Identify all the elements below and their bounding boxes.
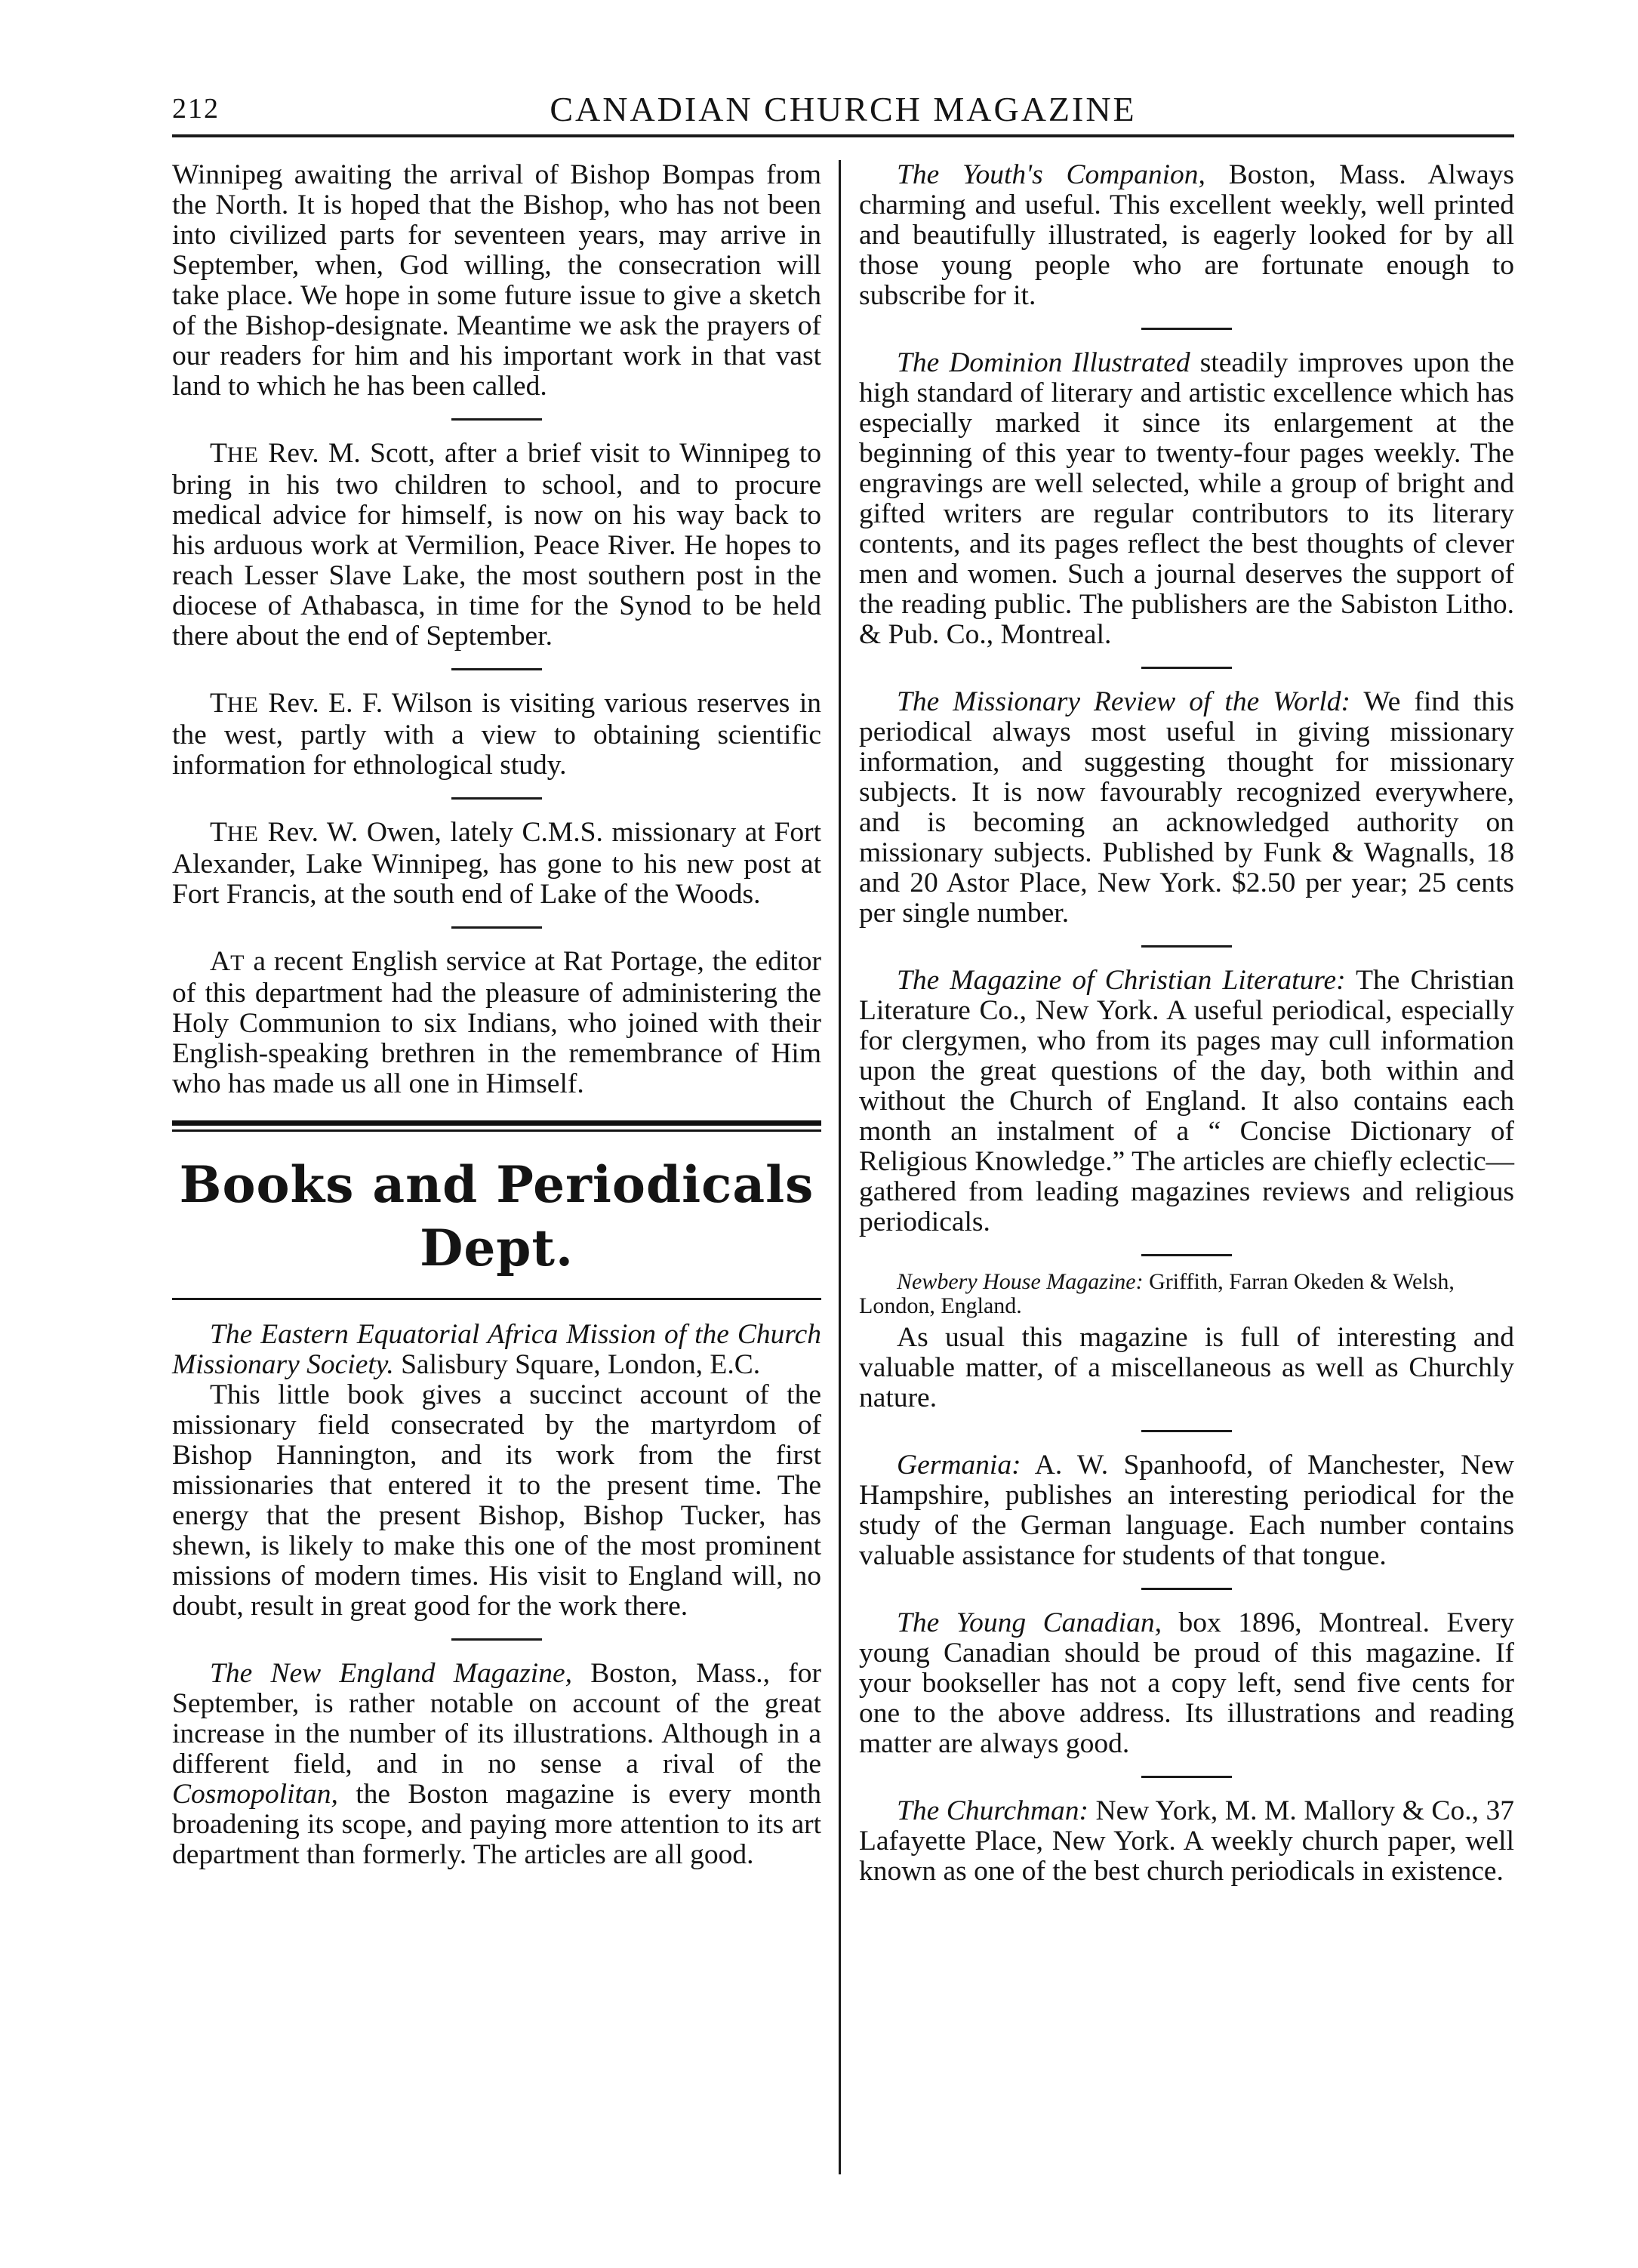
- review-text: box 1896, Montreal. Every young Canadian should be proud of this magazine. If your bookseller has not a copy left, send five cents for one to the above address. Its illustrations and reading matter are always good.: [859, 1607, 1514, 1759]
- small-caps-word: HE: [226, 821, 259, 846]
- column-rule: [839, 160, 841, 2174]
- review-publisher: Salisbury Square, London, E.C.: [393, 1349, 761, 1380]
- thin-rule: [172, 1129, 821, 1132]
- review-text: A. W. Spanhoofd, of Manchester, New Hampshire, publishes an interesting periodical for the study of the German language. Each number contains valuable assistance for students of that tongue.: [859, 1450, 1514, 1571]
- header-rule: [172, 134, 1514, 137]
- separator-rule: [451, 418, 542, 421]
- section-divider: [172, 1120, 821, 1132]
- review-text: Boston, Mass. Always charming and useful. This excellent weekly, well printed and beautifully illustrated, is eagerly looked for by all those young people who are fortunate enough to subscribe for it.: [859, 159, 1514, 311]
- review-christian-literature: [859, 966, 1514, 1237]
- review-text: The Christian Literature Co., New York. A useful periodical, especially for clergymen, who from its pages may cull information upon the great questions of the day, both within and without the Church of England. It also contains each month an instalment of a “ Concise Dictionary of Religious Knowledge.” The articles are chiefly eclectic—gathered from leading magazines reviews and religious periodicals.: [859, 965, 1514, 1237]
- paragraph-owen: [172, 818, 821, 910]
- review-title: The Churchman:: [897, 1795, 1088, 1826]
- review-text: the Boston magazine is every month broadening its scope, and paying more attention to its art department than formerly. The articles are all good.: [172, 1779, 821, 1870]
- small-caps-word: HE: [226, 692, 259, 717]
- running-title: CANADIAN CHURCH MAGAZINE: [550, 90, 1137, 128]
- separator-rule: [451, 926, 542, 929]
- review-title: Germania:: [897, 1450, 1021, 1481]
- review-germania: [859, 1450, 1514, 1571]
- left-column: [172, 160, 821, 1870]
- review-body: This little book gives a succinct account of the missionary field consecrated by the martyrdom of Bishop Hannington, and its work from the first missionaries that entered it to the present time. The energy that the present Bishop, Bishop Tucker, has shewn, is likely to make this one of the most prominent missions of modern times. His visit to England will, no doubt, result in great good for the work there.: [172, 1379, 821, 1622]
- review-title: The Young Canadian,: [897, 1607, 1162, 1638]
- separator-rule: [1141, 1430, 1232, 1432]
- review-title: The Missionary Review of the World:: [897, 686, 1351, 717]
- paragraph-wilson: [172, 689, 821, 781]
- review-title: The Eastern Equatorial Africa Mission of the Church Missionary Society.: [172, 1319, 821, 1380]
- paragraph-scott: [172, 439, 821, 652]
- initial-letter: T: [210, 438, 227, 469]
- page-header: [172, 85, 1514, 146]
- review-dominion-illustrated: [859, 348, 1514, 650]
- department-heading: Books and Periodicals Dept.: [179, 1155, 814, 1277]
- small-caps-word: HE: [226, 442, 259, 467]
- review-churchman: [859, 1796, 1514, 1887]
- page-number: 212: [172, 93, 220, 125]
- separator-rule: [1141, 667, 1232, 669]
- review-newbery-house-heading: [859, 1270, 1514, 1318]
- review-missionary-review: [859, 687, 1514, 929]
- small-caps-word: T: [230, 951, 245, 975]
- review-publisher: Griffith, Farran Okeden & Welsh, London, England.: [859, 1269, 1455, 1318]
- review-text: We find this periodical always most useful in giving missionary information, and suggesting thought for missionary subjects. It is now favourably recognized everywhere, and is becoming an acknowledged authority on missionary subjects. Published by Funk & Wagnalls, 18 and 20 Astor Place, New York. $2.50 per year; 25 cents per single number.: [859, 686, 1514, 929]
- separator-rule: [1141, 1254, 1232, 1256]
- review-title: Newbery House Magazine:: [897, 1269, 1144, 1294]
- review-title: The Youth's Companion,: [897, 159, 1205, 190]
- review-youths-companion: [859, 160, 1514, 311]
- paragraph-text: Rev. W. Owen, lately C.M.S. missionary at Fort Alexander, Lake Winnipeg, has gone to his new post at Fort Francis, at the south end of Lake of the Woods.: [172, 817, 821, 910]
- separator-rule: [1141, 945, 1232, 948]
- separator-rule: [451, 1638, 542, 1641]
- initial-letter: A: [210, 946, 231, 977]
- review-title: The New England Magazine,: [210, 1658, 572, 1689]
- review-title: The Dominion Illustrated: [897, 347, 1190, 378]
- paragraph-bompas: Winnipeg awaiting the arrival of Bishop Bompas from the North. It is hoped that the Bishop, who has not been into civilized parts for seventeen years, may arrive in September, when, God willing, the consecration will take place. We hope in some future issue to give a sketch of the Bishop-designate. Meantime we ask the prayers of our readers for him and his important work in that vast land to which he has been called.: [172, 159, 821, 402]
- heading-rule: [172, 1298, 821, 1300]
- review-body: As usual this magazine is full of interesting and valuable matter, of a miscellaneous as well as Churchly nature.: [859, 1322, 1514, 1413]
- magazine-name: Cosmopolitan,: [172, 1779, 338, 1810]
- review-young-canadian: [859, 1608, 1514, 1759]
- paragraph-rat-portage: [172, 947, 821, 1099]
- initial-letter: T: [210, 688, 227, 719]
- separator-rule: [1141, 1776, 1232, 1778]
- review-new-england-magazine: [172, 1659, 821, 1870]
- heavy-rule: [172, 1120, 821, 1126]
- paragraph-text: Rev. E. F. Wilson is visiting various reserves in the west, partly with a view to obtaining scientific information for ethnological study.: [172, 688, 821, 781]
- paragraph-text: a recent English service at Rat Portage, the editor of this department had the pleasure of administering the Holy Communion to six Indians, who joined with their English-speaking brethren in the remembrance of Him who has made us all one in Himself.: [172, 946, 821, 1099]
- review-text: New York, M. M. Mallory & Co., 37 Lafayette Place, New York. A weekly church paper, well known as one of the best church periodicals in existence.: [859, 1795, 1514, 1887]
- initial-letter: T: [210, 817, 227, 848]
- separator-rule: [1141, 1588, 1232, 1590]
- review-eastern-africa: [172, 1320, 821, 1380]
- separator-rule: [451, 668, 542, 670]
- review-text: Boston, Mass., for September, is rather notable on account of the great increase in the number of its illustrations. Although in a different field, and in no sense a rival of the: [172, 1658, 821, 1780]
- separator-rule: [451, 797, 542, 800]
- separator-rule: [1141, 328, 1232, 330]
- right-column: [859, 160, 1514, 1887]
- review-title: The Magazine of Christian Literature:: [897, 965, 1346, 996]
- paragraph-text: Rev. M. Scott, after a brief visit to Winnipeg to bring in his two children to school, and to procure medical advice for himself, is now on his way back to his arduous work at Vermilion, Peace River. He hopes to reach Lesser Slave Lake, the most southern post in the diocese of Athabasca, in time for the Synod to be held there about the end of September.: [172, 438, 821, 652]
- review-text: steadily improves upon the high standard of literary and artistic excellence which has especially marked it since its enlargement at the beginning of this year to twenty-four pages weekly. The engravings are well selected, while a group of bright and gifted writers are regular contributors to its literary contents, and its pages reflect the best thoughts of clever men and women. Such a journal deserves the support of the reading public. The publishers are the Sabiston Litho. & Pub. Co., Montreal.: [859, 347, 1514, 650]
